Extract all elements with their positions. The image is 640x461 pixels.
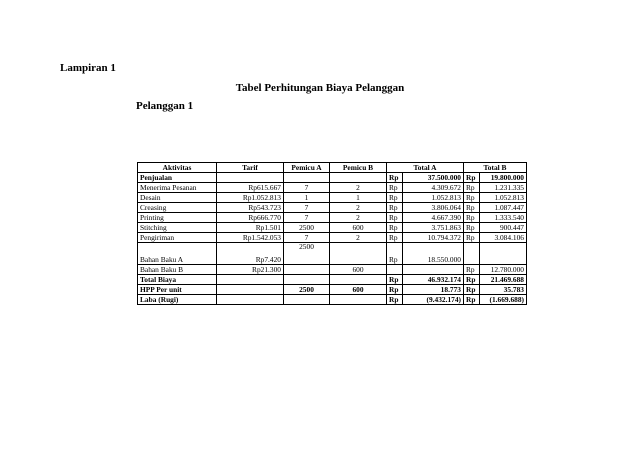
row-penjualan [138,173,527,183]
cell-total-a: 10.794.372 [403,233,464,243]
cell-label: HPP Per unit [138,285,217,295]
cell-empty [284,275,330,285]
cell-pemicu-a: 2500 [284,223,330,233]
cell-rp-b: Rp [464,183,480,193]
header-total-a: Total A [387,163,464,173]
header-aktivitas: Aktivitas [138,163,217,173]
table-row [138,233,527,243]
cell-rp-b: Rp [464,193,480,203]
cell-rp-a: Rp [387,193,403,203]
cell-pemicu-b: 2 [330,203,387,213]
cell-pemicu-b: 2 [330,183,387,193]
cell-rp-b: Rp [464,295,480,305]
cell-empty [464,243,480,265]
cell-rp-b: Rp [464,213,480,223]
cell-pemicu-a: 1 [284,193,330,203]
header-pemicu-a: Pemicu A [284,163,330,173]
cell-empty [330,243,387,265]
cell-tarif: Rp7.420 [217,243,284,265]
cell-aktivitas: Bahan Baku A [138,243,217,265]
cell-rp-a: Rp [387,243,403,265]
cell-aktivitas: Menerima Pesanan [138,183,217,193]
cell-empty [284,265,330,275]
cell-tarif: Rp21.300 [217,265,284,275]
cell-label: Laba (Rugi) [138,295,217,305]
row-bahan-baku-b [138,265,527,275]
cell-pemicu-a: 7 [284,203,330,213]
cell-pemicu-b: 600 [330,285,387,295]
cell-pemicu-a: 7 [284,183,330,193]
cell-empty [403,265,464,275]
cell-pemicu-a: 2500 [284,285,330,295]
table-row [138,193,527,203]
cell-rp-b: Rp [464,275,480,285]
appendix-label: Lampiran 1 [60,62,116,74]
cell-empty [217,173,284,183]
cell-empty [284,295,330,305]
row-hpp-per-unit [138,285,527,295]
cell-total-b: (1.669.688) [480,295,527,305]
cell-total-b: 900.447 [480,223,527,233]
cell-rp-b: Rp [464,223,480,233]
cell-rp-b: Rp [464,285,480,295]
cell-tarif: Rp1.542.053 [217,233,284,243]
cell-tarif: Rp543.723 [217,203,284,213]
cell-empty [480,243,527,265]
cell-tarif: Rp1.501 [217,223,284,233]
cell-empty [284,173,330,183]
cell-rp-a: Rp [387,183,403,193]
cell-total-b: 21.469.688 [480,275,527,285]
cell-pemicu-b: 2 [330,233,387,243]
cell-empty [217,275,284,285]
table-title: Tabel Perhitungan Biaya Pelanggan [235,82,405,94]
cell-rp-a: Rp [387,295,403,305]
cell-total-a: 37.500.000 [403,173,464,183]
cell-rp-a: Rp [387,203,403,213]
cell-rp-a: Rp [387,233,403,243]
table-header-row [138,163,527,173]
cell-total-b: 1.333.540 [480,213,527,223]
cell-aktivitas: Stitching [138,223,217,233]
table-row [138,183,527,193]
cell-total-a: 1.052.813 [403,193,464,203]
table-row [138,223,527,233]
cell-total-b: 12.780.000 [480,265,527,275]
cell-rp-a: Rp [387,213,403,223]
cell-rp-b: Rp [464,265,480,275]
cell-label: Total Biaya [138,275,217,285]
row-total-biaya [138,275,527,285]
cell-tarif: Rp1.052.813 [217,193,284,203]
cell-total-b: 3.084.106 [480,233,527,243]
cell-rp-b: Rp [464,203,480,213]
cell-total-a: 18.773 [403,285,464,295]
row-bahan-baku-a [138,243,527,265]
cell-total-a: 3.806.064 [403,203,464,213]
cell-rp-a: Rp [387,275,403,285]
cell-aktivitas: Printing [138,213,217,223]
cell-aktivitas: Desain [138,193,217,203]
header-tarif: Tarif [217,163,284,173]
cell-empty [217,285,284,295]
cell-aktivitas: Pengiriman [138,233,217,243]
customer-subtitle: Pelanggan 1 [136,100,194,112]
row-laba-rugi [138,295,527,305]
cell-total-a: 4.309.672 [403,183,464,193]
cell-aktivitas: Bahan Baku B [138,265,217,275]
cell-empty [387,265,403,275]
cell-total-a: 46.932.174 [403,275,464,285]
cell-rp-a: Rp [387,173,403,183]
cell-tarif: Rp615.667 [217,183,284,193]
cell-pemicu-a: 2500 [284,243,330,265]
cell-rp-b: Rp [464,233,480,243]
cell-pemicu-b: 2 [330,213,387,223]
cell-total-a: (9.432.174) [403,295,464,305]
cell-rp-b: Rp [464,173,480,183]
cell-total-a: 4.667.390 [403,213,464,223]
cell-rp-a: Rp [387,223,403,233]
cell-total-b: 1.231.335 [480,183,527,193]
cell-total-b: 19.800.000 [480,173,527,183]
cell-pemicu-b: 1 [330,193,387,203]
cell-total-a: 3.751.863 [403,223,464,233]
header-pemicu-b: Pemicu B [330,163,387,173]
cell-total-b: 1.052.813 [480,193,527,203]
cell-empty [217,295,284,305]
cost-table [137,162,527,305]
header-total-b: Total B [464,163,527,173]
cell-total-b: 35.783 [480,285,527,295]
cell-empty [330,275,387,285]
cell-pemicu-a: 7 [284,213,330,223]
cell-empty [330,173,387,183]
cell-total-b: 1.087.447 [480,203,527,213]
cell-total-a: 18.550.000 [403,243,464,265]
cell-tarif: Rp666.770 [217,213,284,223]
cell-empty [330,295,387,305]
cell-pemicu-b: 600 [330,265,387,275]
cell-pemicu-a: 7 [284,233,330,243]
cell-label: Penjualan [138,173,217,183]
table-row [138,213,527,223]
cell-aktivitas: Creasing [138,203,217,213]
cell-rp-a: Rp [387,285,403,295]
cell-pemicu-b: 600 [330,223,387,233]
table-row [138,203,527,213]
